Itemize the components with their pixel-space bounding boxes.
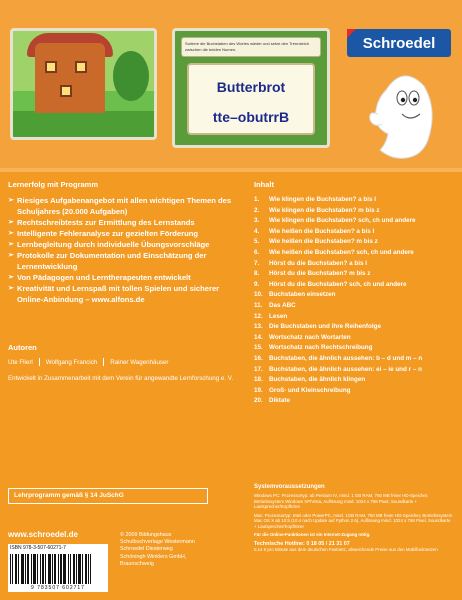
- separator: [39, 358, 40, 366]
- toc-item: 17. Buchstaben, die ähnlich aussehen: ei – ie und r – n: [254, 365, 422, 373]
- barcode: [10, 554, 106, 584]
- toc-item: 5. Wie heißen die Buchstaben? m bis z: [254, 238, 378, 246]
- toc-item: 6. Wie heißen die Buchstaben? sch, ch und andere: [254, 248, 414, 256]
- arrow-icon: ➢: [8, 274, 14, 281]
- hotline: Technische Hotline: 0 18 05 / 21 31 07: [254, 541, 350, 548]
- toc-item: 2. Wie klingen die Buchstaben? m bis z: [254, 206, 380, 214]
- ghost-mascot-icon: [366, 70, 440, 162]
- authors-row: [8, 358, 234, 366]
- hotline-note: 0,14 € pro Minute aus dem deutschen Festnetz, abweichende Preise aus den Mobilfunknetzen: [254, 547, 438, 553]
- website-url: www.schroedel.de: [8, 530, 78, 539]
- list-item: ➢ Kreativität und Lernspaß mit tollen Spielen und sicherer Online-Anbindung – www.alfons.de: [8, 284, 220, 304]
- toc-item: 14. Wortschatz nach Wortarten: [254, 333, 351, 341]
- separator: [103, 358, 104, 366]
- toc-item: 8. Hörst du die Buchstaben? m bis z: [254, 270, 371, 278]
- toc-item: 12. Lesen: [254, 312, 288, 320]
- toc-item: 10. Buchstaben einsetzen: [254, 291, 336, 299]
- game-screenshot-word-task: [172, 28, 330, 148]
- req-mac: Mac: Prozessortyp: Intel oder PowerPC, mind. 1GB RAM, 750 MB freier HD-Speicher, Betriebssystem Mac OS X ab 10.5 (10.4 nach Update auf Python 2.6), Auflösung mind. 1024 x 768 Pixel, Soundkarte + Lautsprecher/Kopfhörer: [254, 512, 453, 529]
- features-title: Lernerfolg mit Programm: [8, 180, 99, 189]
- system-requirements: [254, 484, 454, 553]
- arrow-icon: ➢: [8, 197, 14, 204]
- list-item: ➢ Lernbegleitung durch individuelle Übungsvorschläge: [8, 240, 210, 249]
- toc-item: 15. Wortschatz nach Rechtschreibung: [254, 344, 373, 352]
- arrow-icon: ➢: [8, 241, 14, 248]
- scrambled-word: tte–obutrrB: [212, 109, 290, 125]
- authors-title: Autoren: [8, 343, 37, 352]
- barcode-digits: 9 783507 602717: [31, 585, 85, 591]
- toc-item: 9. Hörst du die Buchstaben? sch, ch und andere: [254, 280, 407, 288]
- house-illustration: [35, 43, 105, 113]
- arrow-icon: ➢: [8, 219, 14, 226]
- toc-item: 11. Das ABC: [254, 301, 296, 309]
- req-windows: Windows PC: Prozessortyp: ab Pentium IV, mind. 1 GB RAM, 750 MB freier HD-Speicher, Betriebssystem Windows XP/Vista, Auflösung mind. 1024 x 768 Pixel, Soundkarte + Lautsprecher/Kopfhörer: [254, 493, 429, 510]
- task-instruction: Sortiere die Buchstaben des Wortes wieder und setze den Trennstrich zwischen die beiden Nomen.: [181, 37, 321, 57]
- toc-item: 13. Die Buchstaben und ihre Reihenfolge: [254, 323, 381, 331]
- author-name: Rainer Wagenhäuser: [110, 358, 169, 366]
- contents-title: Inhalt: [254, 180, 274, 189]
- toc-item: 20. Diktate: [254, 397, 290, 405]
- word-board: [187, 63, 315, 135]
- divider: [0, 168, 462, 172]
- toc-item: 1. Wie klingen die Buchstaben? a bis l: [254, 196, 377, 203]
- arrow-icon: ➢: [8, 252, 14, 259]
- isbn-text: ISBN 978-3-507-60271-7: [10, 545, 66, 551]
- contents-column: [254, 180, 454, 407]
- list-item: ➢ Von Pädagogen und Lerntherapeuten entwickelt: [8, 273, 191, 282]
- author-name: Wolfgang Francich: [45, 358, 98, 366]
- arrow-icon: ➢: [8, 230, 14, 237]
- list-item: ➢ Riesiges Aufgabenangebot mit allen wichtigen Themen des Schuljahres (20.000 Aufgaben): [8, 196, 232, 216]
- toc-item: 3. Wie klingen die Buchstaben? sch, ch und andere: [254, 217, 416, 225]
- top-banner: [0, 0, 462, 168]
- logo-corner-mark: [347, 29, 356, 38]
- list-item: ➢ Intelligente Fehleranalyse zur gezielten Förderung: [8, 229, 199, 238]
- list-item: ➢ Protokolle zur Dokumentation und Einschätzung der Lernentwicklung: [8, 251, 207, 271]
- toc-item: 4. Wie heißen die Buchstaben? a bis l: [254, 227, 375, 235]
- toc-item: 16. Buchstaben, die ähnlich aussehen: b – d und m – n: [254, 354, 423, 362]
- req-online: Für die Online-Funktionen ist ein Internet-Zugang nötig.: [254, 531, 371, 537]
- game-screenshot-village: [10, 28, 157, 140]
- publisher-info: © 2009 Bildungshaus Schulbuchverlage Westermann Schroedel Diesterweg Schöningh Winklers GmbH, Braunschweig: [120, 532, 195, 567]
- contents-list: [254, 195, 454, 407]
- correct-word: Butterbrot: [216, 79, 286, 95]
- tree-illustration: [113, 51, 149, 101]
- toc-item: 7. Hörst du die Buchstaben? a bis l: [254, 259, 367, 267]
- arrow-icon: ➢: [8, 285, 14, 292]
- toc-item: 18. Buchstaben, die ähnlich klingen: [254, 376, 366, 384]
- list-item: ➢ Rechtschreibtests zur Ermittlung des Lernstands: [8, 218, 195, 227]
- age-rating-box: Lehrprogramm gemäß § 14 JuSchG: [8, 488, 208, 504]
- isbn-block: [8, 544, 108, 592]
- author-name: Ute Flierl: [8, 358, 33, 366]
- features-list: [8, 195, 234, 305]
- toc-item: 19. Groß- und Kleinschreibung: [254, 386, 351, 394]
- brand-logo: Schroedel: [347, 29, 451, 57]
- requirements-title: Systemvoraussetzungen: [254, 484, 325, 490]
- authors-note: Entwickelt in Zusammenarbeit mit dem Verein für angewandte Lernforschung e. V.: [8, 375, 234, 382]
- features-column: [8, 180, 234, 383]
